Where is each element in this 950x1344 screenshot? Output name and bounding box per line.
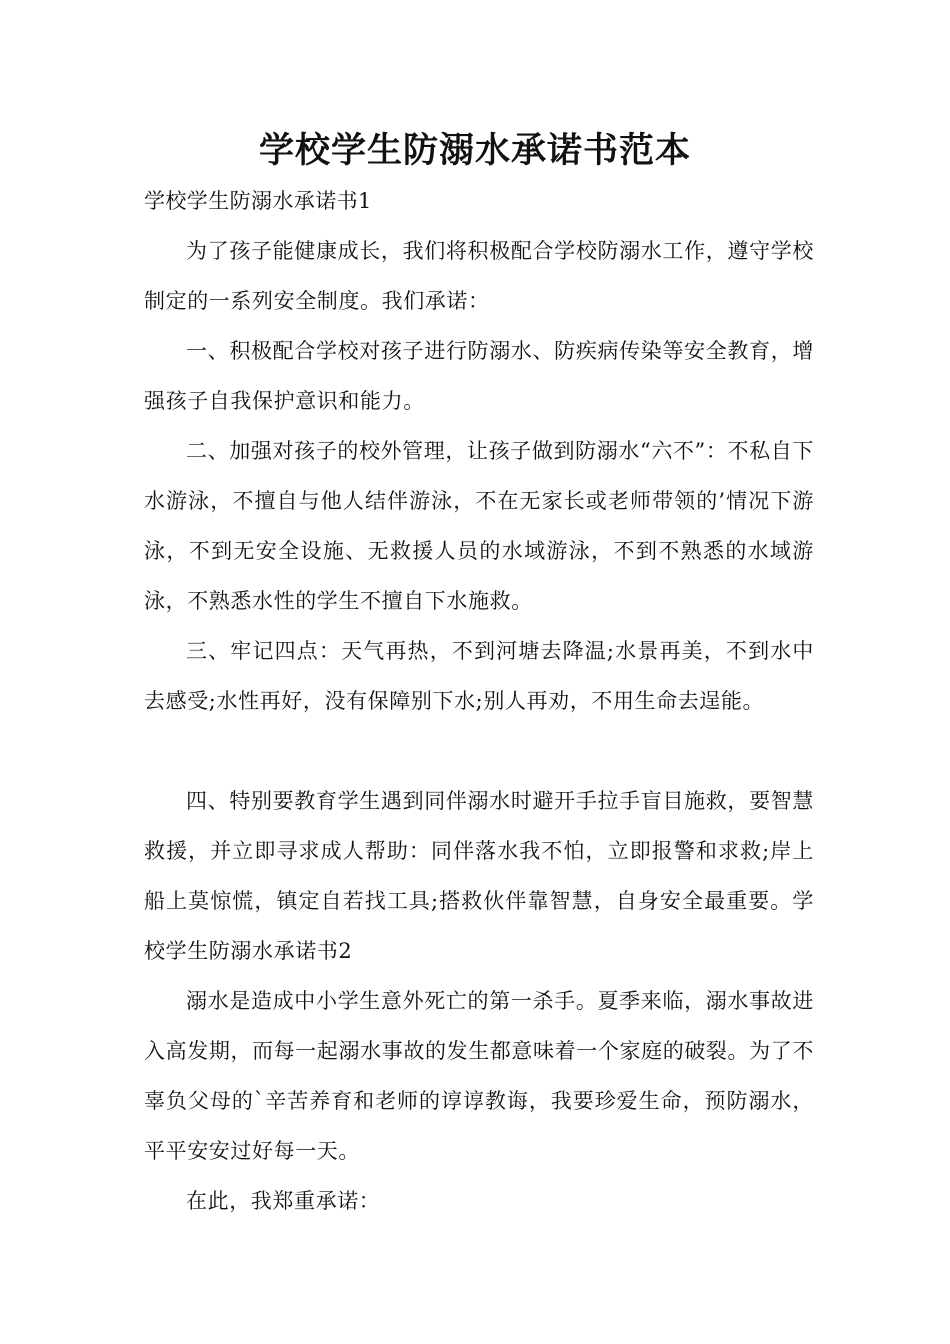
paragraph-intro bbox=[144, 226, 814, 326]
paragraph-item-3 bbox=[144, 626, 814, 726]
section-heading-2: 学校学生防溺水承诺书2 bbox=[144, 889, 814, 963]
paragraph-body: 四、特别要教育学生遇到同伴溺水时避开手拉手盲目施救，要智慧救援，并立即寻求成人帮助：同伴落水我不怕，立即报警和求救;岸上船上莫惊慌，镇定自若找工具;搭救伙伴靠智慧，自身安全最重要。 bbox=[144, 789, 814, 913]
paragraph-item-4 bbox=[144, 776, 814, 976]
document-title: 学校学生防溺水承诺书范本 bbox=[258, 131, 691, 171]
paragraph-item-1 bbox=[144, 326, 814, 426]
paragraph-item-2 bbox=[144, 426, 814, 626]
paragraph-text: 在此，我郑重承诺： bbox=[186, 1189, 381, 1213]
section-heading-1: 学校学生防溺水承诺书1 bbox=[144, 189, 372, 213]
paragraph-text bbox=[144, 776, 814, 976]
paragraph-text: 三、牢记四点：天气再热，不到河塘去降温;水景再美，不到水中去感受;水性再好，没有保障别下水;别人再劝，不用生命去逞能。 bbox=[144, 639, 814, 713]
paragraph-text: 二、加强对孩子的校外管理，让孩子做到防溺水“六不”：不私自下水游泳，不擅自与他人结伴游泳，不在无家长或老师带领的’情况下游泳，不到无安全设施、无救援人员的水域游泳，不到不熟悉的水域游泳，不熟悉水性的学生不擅自下水施救。 bbox=[144, 439, 814, 613]
paragraph-text: 为了孩子能健康成长，我们将积极配合学校防溺水工作，遵守学校制定的一系列安全制度。我们承诺： bbox=[144, 239, 814, 313]
paragraph-text: 溺水是造成中小学生意外死亡的第一杀手。夏季来临，溺水事故进入高发期，而每一起溺水事故的发生都意味着一个家庭的破裂。为了不辜负父母的`辛苦养育和老师的谆谆教诲，我要珍爱生命，预防溺水，平平安安过好每一天。 bbox=[144, 989, 814, 1163]
paragraph-letter-2 bbox=[144, 976, 814, 1176]
paragraph-text: 一、积极配合学校对孩子进行防溺水、防疾病传染等安全教育，增强孩子自我保护意识和能力。 bbox=[144, 339, 814, 413]
paragraph-pledge bbox=[144, 1176, 814, 1226]
